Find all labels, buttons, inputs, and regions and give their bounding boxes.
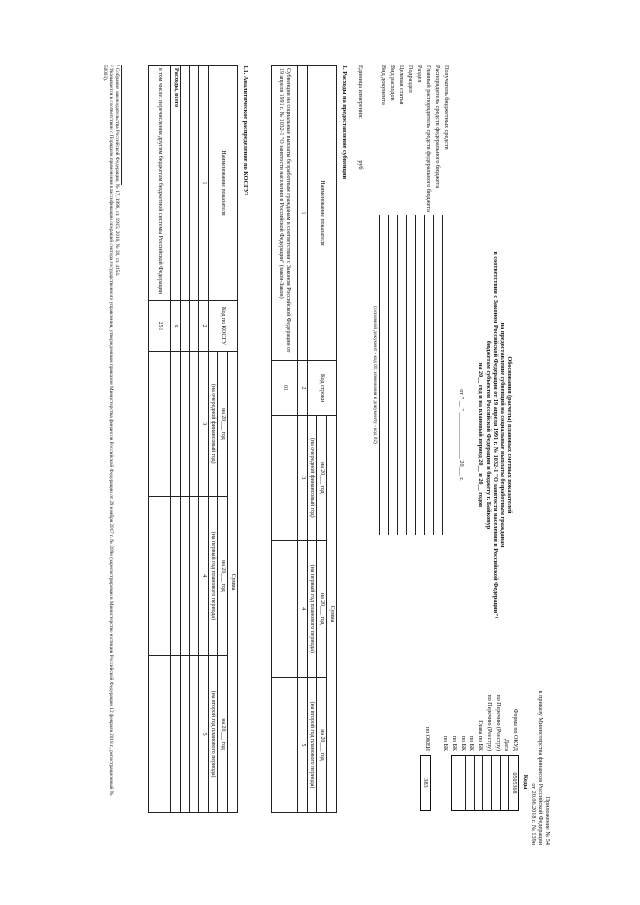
column-number: 5 bbox=[297, 677, 307, 812]
footnote-1: ¹ Собрание законодательства Российской Федерации, № 17, 1996, ст. 1915; 2018, № 28, ст. 4154. bbox=[114, 65, 120, 277]
codes-label: по БК bbox=[451, 735, 458, 751]
appendix-header bbox=[530, 585, 551, 845]
codes-label: Глава по БК bbox=[477, 720, 484, 751]
requisite-row bbox=[406, 65, 415, 625]
table-row-code: 251 bbox=[149, 301, 171, 352]
row-value-cell bbox=[180, 656, 189, 813]
header-name: Наименование показателя bbox=[307, 66, 336, 361]
section11-table bbox=[148, 65, 238, 813]
requisite-label: Целевая статья bbox=[398, 65, 405, 105]
column-number: 2 bbox=[297, 361, 307, 416]
codes-cell bbox=[482, 756, 492, 810]
requisite-row bbox=[442, 65, 451, 625]
row-subvention-name: Субвенции на социальные выплаты безработным гражданам в соответствии с Законом Российской Федерации от 19 апреля 1991 г. № 1032-1 "О занятости населения в Российской Федерации" (закон-Закон) bbox=[271, 66, 297, 361]
title-line-1: Обоснования (расчеты) плановых сметных показателей bbox=[506, 356, 513, 514]
table-row-code: x bbox=[171, 301, 181, 352]
row-value-cell bbox=[180, 496, 189, 655]
row-value-cell bbox=[189, 496, 198, 655]
codes-header: Коды bbox=[522, 774, 528, 790]
codes-labels bbox=[441, 635, 519, 751]
row-value-cell bbox=[271, 677, 297, 812]
header-sum: Сумма bbox=[327, 416, 337, 813]
codes-label: по БК bbox=[468, 735, 475, 751]
doc-type-hint: (основной документ - код 01; изменения к документу - код 02) bbox=[372, 306, 378, 444]
table-row-name: в том числе: перечисления другим бюджетам бюджетной системы Российской Федерации bbox=[149, 66, 171, 301]
appendix-line-1: Приложение № 54 bbox=[544, 796, 551, 845]
requisite-label: Распорядитель средств федерального бюджета bbox=[434, 65, 441, 189]
unit-row bbox=[357, 65, 364, 265]
requisite-label: Подраздел bbox=[407, 65, 414, 93]
appendix-line-2: к приказу Министерства финансов Российской Федерации bbox=[536, 690, 544, 845]
row-value-cell bbox=[171, 352, 181, 497]
row-value-cell bbox=[271, 540, 297, 677]
row-value-cell bbox=[271, 416, 297, 541]
footnote-2: ² Указывается в соответствии с Порядком применения классификации операций сектора государственного управления, утвержденным приказом Министерства финансов Российской Федерации от 29 ноября 2017 г. № 209н (зарегистрирован в Министерстве юстиции Российской Федерации 12 февраля 2018 г., регистрационный № 50003). bbox=[102, 65, 115, 796]
row-value-cell bbox=[149, 352, 171, 497]
requisite-label: Получатель бюджетных средств bbox=[443, 65, 450, 150]
row-subvention-code: 01 bbox=[271, 361, 297, 416]
requisite-label: Вид документа bbox=[380, 65, 387, 105]
header-name: Наименование показателя bbox=[208, 66, 237, 301]
row-value-cell bbox=[171, 496, 181, 655]
section1-table bbox=[271, 65, 337, 813]
row-value-cell bbox=[189, 656, 198, 813]
title-line-3: в соответствии с Законом Российской Федерации от 19 апреля 1991 г. № 1032-1 "О занятости населения в Российской Федерации"¹ bbox=[491, 251, 499, 619]
table-row-code bbox=[180, 301, 189, 352]
column-number: 4 bbox=[198, 496, 208, 655]
row-value-cell bbox=[149, 496, 171, 655]
requisite-row bbox=[388, 65, 397, 625]
codes-label: по Перечню (Реестру) bbox=[494, 694, 501, 751]
unit-label: Единица измерения: bbox=[357, 65, 364, 119]
table-row-name bbox=[180, 66, 189, 301]
title-line-2: на предоставление субвенций на социальные выплаты безработным гражданам bbox=[498, 322, 506, 548]
header-year-1-sub: (на очередной финансовый год) bbox=[307, 416, 317, 541]
okud-code: 0505368 bbox=[508, 756, 518, 810]
header-year-2: на 20___ год bbox=[218, 496, 228, 655]
title-line-4: бюджетам субъектов Российской Федерации и бюджету г. Байконур bbox=[484, 340, 492, 530]
requisite-label: Главный распорядитель средств федерального бюджета bbox=[425, 65, 432, 212]
codes-cell bbox=[500, 756, 510, 810]
codes-label: по БК bbox=[459, 735, 466, 751]
document-date: от " __ " _______________ 20___ г. bbox=[458, 389, 465, 481]
column-number: 4 bbox=[297, 540, 307, 677]
codes-cell bbox=[491, 756, 501, 810]
codes-box bbox=[451, 755, 519, 811]
requisite-row bbox=[424, 65, 433, 625]
column-number: 5 bbox=[198, 656, 208, 813]
header-year-3: на 20___ год bbox=[218, 656, 228, 813]
header-year-3-sub: (на второй год планового периода) bbox=[307, 677, 317, 812]
requisite-label: Вид расходов bbox=[389, 65, 396, 101]
header-year-3: на 20___ год bbox=[317, 677, 327, 812]
codes-cell bbox=[465, 756, 475, 810]
header-year-1-sub: (на очередной финансовый год) bbox=[208, 352, 218, 497]
column-number: 2 bbox=[198, 301, 208, 352]
table-row-code bbox=[189, 301, 198, 352]
unit-value: руб bbox=[357, 160, 364, 170]
document-title bbox=[477, 215, 513, 655]
header-year-2-sub: (на первый год планового периода) bbox=[307, 540, 317, 677]
section1-title: 1. Расходы на предоставление субвенции bbox=[341, 65, 348, 180]
header-sum: Сумма bbox=[228, 352, 238, 813]
footnotes bbox=[101, 65, 119, 813]
column-number: 3 bbox=[198, 352, 208, 497]
codes-label: по Перечню (Реестру) bbox=[485, 694, 492, 751]
requisite-row bbox=[415, 65, 424, 625]
row-value-cell bbox=[171, 656, 181, 813]
codes-label: по БК bbox=[442, 735, 449, 751]
requisite-row bbox=[379, 65, 388, 625]
codes-cell bbox=[474, 756, 484, 810]
rotated-document bbox=[81, 65, 551, 845]
section11-title: 1.1. Аналитическое распределение по КОСГУ² bbox=[242, 65, 249, 196]
column-number: 3 bbox=[297, 416, 307, 541]
header-year-3-sub: (на второй год планового периода) bbox=[208, 656, 218, 813]
header-year-2-sub: (на первый год планового периода) bbox=[208, 496, 218, 655]
row-value-cell bbox=[149, 656, 171, 813]
header-code: Код по КОСГУ bbox=[208, 301, 237, 352]
row-value-cell bbox=[180, 352, 189, 497]
header-year-2: на 20___ год bbox=[317, 540, 327, 677]
codes-label: Форма по ОКУД bbox=[512, 708, 518, 751]
codes-cell bbox=[457, 756, 466, 810]
header-code: Код строки bbox=[307, 361, 336, 416]
table-row-name: Расходы, всего bbox=[171, 66, 181, 301]
requisites bbox=[379, 65, 451, 625]
column-number: 1 bbox=[297, 66, 307, 361]
requisite-row bbox=[433, 65, 442, 625]
codes-label: Дата bbox=[503, 739, 510, 751]
appendix-line-3: от 20.06.2018 г. № 139н bbox=[529, 783, 537, 845]
okei-code: 383 bbox=[420, 755, 431, 811]
okei-label: по ОКЕИ bbox=[424, 726, 430, 751]
requisite-label: Раздел bbox=[416, 65, 423, 83]
header-year-1: на 20___ год bbox=[317, 416, 327, 541]
title-line-5: на 20__ год и на плановый период 20__ и 20__ годов bbox=[477, 362, 485, 508]
row-value-cell bbox=[189, 352, 198, 497]
column-number: 1 bbox=[198, 66, 208, 301]
header-year-1: на 20___ год bbox=[218, 352, 228, 497]
table-row-name bbox=[189, 66, 198, 301]
requisite-row bbox=[397, 65, 406, 625]
